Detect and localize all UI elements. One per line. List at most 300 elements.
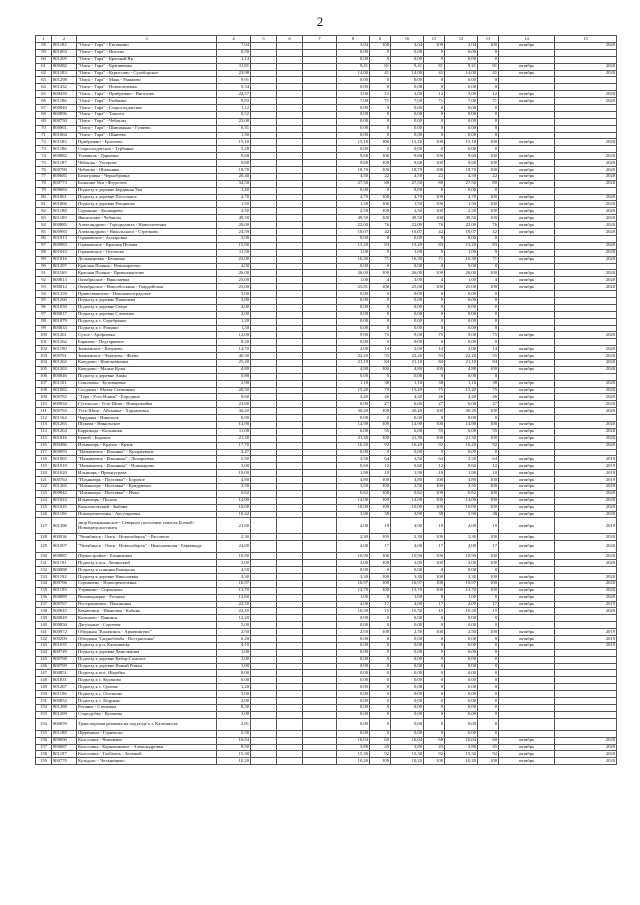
- table-cell: 15,20: [337, 387, 370, 394]
- table-cell: [251, 594, 277, 601]
- table-cell: [303, 194, 337, 201]
- table-cell: Октябрьское - Николаевка: [77, 277, 217, 284]
- table-cell: 12,60: [217, 594, 251, 601]
- table-cell: 2020: [555, 153, 617, 160]
- table-cell: 12: [424, 91, 445, 98]
- table-cell: 800685: [52, 173, 77, 180]
- table-cell: 14,90: [217, 421, 251, 428]
- table-cell: 0,62: [445, 490, 478, 497]
- column-header: 1: [36, 36, 52, 43]
- table-cell: 100: [424, 587, 445, 594]
- table-cell: 4,00: [217, 304, 251, 311]
- table-cell: 2020: [555, 594, 617, 601]
- table-cell: 141: [36, 629, 52, 636]
- table-cell: [251, 118, 277, 125]
- table-cell: 20,50: [217, 387, 251, 394]
- table-cell: 800934: [52, 401, 77, 408]
- table-cell: 0: [370, 730, 391, 737]
- table-cell: [277, 758, 303, 765]
- table-cell: 800882: [52, 153, 77, 160]
- table-cell: 801186: [52, 146, 77, 153]
- table-cell: 0: [370, 291, 391, 298]
- table-cell: 76: [370, 222, 391, 229]
- table-cell: [303, 580, 337, 587]
- table-cell: 100: [478, 270, 499, 277]
- table-cell: 49,50: [217, 215, 251, 222]
- table-cell: 64: [424, 456, 445, 463]
- table-cell: [251, 718, 277, 730]
- table-cell: 800750: [52, 118, 77, 125]
- table-row: [36, 718, 617, 730]
- table-cell: 45: [370, 744, 391, 751]
- table-cell: [277, 98, 303, 105]
- table-cell: 800684: [52, 187, 77, 194]
- table-cell: [303, 146, 337, 153]
- table-cell: [277, 373, 303, 380]
- table-cell: 74: [36, 153, 52, 160]
- table-cell: 14,90: [337, 421, 370, 428]
- table-cell: 801025: [52, 504, 77, 511]
- table-cell: 0,00: [337, 615, 370, 622]
- table-cell: [499, 146, 555, 153]
- table-cell: 6,00: [337, 428, 370, 435]
- table-cell: Гусельска - Усть-Шиш - Новоромайка: [77, 401, 217, 408]
- table-cell: [499, 670, 555, 677]
- table-cell: 100: [370, 208, 391, 215]
- table-cell: 92: [424, 751, 445, 758]
- table-cell: 2020: [555, 428, 617, 435]
- table-cell: 0: [424, 77, 445, 84]
- table-cell: 15,30: [391, 751, 424, 758]
- table-cell: 8: [424, 594, 445, 601]
- table-cell: [251, 346, 277, 353]
- table-cell: 159: [36, 758, 52, 765]
- table-cell: 8: [478, 594, 499, 601]
- table-cell: 100: [424, 477, 445, 484]
- table-cell: 0,00: [337, 711, 370, 718]
- table-cell: 100: [370, 201, 391, 208]
- table-cell: Знаменское - Качуково: [77, 346, 217, 353]
- table-cell: 801065: [52, 456, 77, 463]
- table-cell: [251, 304, 277, 311]
- table-cell: 25,00: [445, 284, 478, 291]
- table-cell: [303, 608, 337, 615]
- table-cell: 0: [370, 111, 391, 118]
- table-cell: 6,00: [445, 428, 478, 435]
- table-cell: октябрь: [499, 242, 555, 249]
- table-cell: 2,00: [217, 311, 251, 318]
- table-cell: 85: [36, 229, 52, 236]
- table-cell: 801192: [52, 574, 77, 581]
- table-cell: [251, 601, 277, 608]
- table-cell: 15,90: [217, 242, 251, 249]
- table-cell: 0: [478, 325, 499, 332]
- table-cell: [251, 380, 277, 387]
- table-cell: "Омск - Тара" - Маяк - Рыжково: [77, 77, 217, 84]
- table-cell: 10,90: [391, 553, 424, 560]
- table-cell: 7,00: [337, 98, 370, 105]
- table-cell: 0,00: [391, 642, 424, 649]
- table-cell: [277, 139, 303, 146]
- table-cell: 9,68: [391, 153, 424, 160]
- table-cell: 11,00: [217, 428, 251, 435]
- table-row: [36, 663, 617, 670]
- table-cell: 0: [370, 622, 391, 629]
- table-cell: 13,70: [337, 587, 370, 594]
- table-cell: 23,98: [217, 70, 251, 77]
- table-cell: Черданка - Никольск: [77, 415, 217, 422]
- table-row: [36, 353, 617, 360]
- table-cell: [277, 490, 303, 497]
- table-cell: 102: [36, 346, 52, 353]
- table-cell: 55: [424, 428, 445, 435]
- table-cell: [555, 622, 617, 629]
- table-cell: октябрь: [499, 490, 555, 497]
- table-cell: [277, 615, 303, 622]
- table-cell: октябрь: [499, 751, 555, 758]
- table-cell: 0,00: [391, 235, 424, 242]
- table-row: [36, 249, 617, 256]
- table-cell: 16,97: [445, 580, 478, 587]
- table-cell: октябрь: [499, 470, 555, 477]
- table-cell: [251, 490, 277, 497]
- table-cell: 100: [424, 366, 445, 373]
- table-cell: [499, 567, 555, 574]
- table-cell: 38: [424, 380, 445, 387]
- table-cell: 100: [370, 629, 391, 636]
- table-cell: 22,00: [391, 222, 424, 229]
- table-cell: 71: [370, 98, 391, 105]
- table-cell: 2020: [555, 442, 617, 449]
- table-cell: 0,00: [391, 691, 424, 698]
- table-row: [36, 463, 617, 470]
- table-cell: 2019: [555, 636, 617, 643]
- table-cell: [277, 146, 303, 153]
- table-cell: [277, 629, 303, 636]
- table-cell: [555, 656, 617, 663]
- table-cell: [499, 656, 555, 663]
- table-cell: [555, 698, 617, 705]
- table-cell: 60: [424, 737, 445, 744]
- table-cell: октябрь: [499, 270, 555, 277]
- table-cell: 132: [36, 567, 52, 574]
- table-cell: 5,00: [217, 463, 251, 470]
- table-cell: [251, 56, 277, 63]
- table-cell: 4,80: [445, 477, 478, 484]
- table-cell: 100: [424, 153, 445, 160]
- table-cell: [277, 70, 303, 77]
- table-cell: [555, 105, 617, 112]
- table-cell: 5,28: [217, 146, 251, 153]
- table-cell: [277, 484, 303, 491]
- table-cell: 100: [370, 758, 391, 765]
- table-cell: [251, 208, 277, 215]
- table-cell: [251, 737, 277, 744]
- table-cell: 3,30: [217, 574, 251, 581]
- table-cell: 0: [424, 415, 445, 422]
- table-cell: [277, 601, 303, 608]
- table-cell: 130: [36, 553, 52, 560]
- table-cell: [555, 718, 617, 730]
- table-cell: 2020: [555, 43, 617, 50]
- table-cell: 100: [370, 366, 391, 373]
- table-cell: 0,00: [337, 132, 370, 139]
- table-cell: 2,50: [337, 208, 370, 215]
- table-cell: 801043: [52, 249, 77, 256]
- table-cell: 4,00: [391, 601, 424, 608]
- table-cell: 0,00: [337, 125, 370, 132]
- table-cell: 100: [478, 497, 499, 504]
- table-cell: 3,04: [391, 43, 424, 50]
- table-cell: Колосовка - Кармачаковое - Александровка: [77, 744, 217, 751]
- table-cell: 5,00: [217, 291, 251, 298]
- table-cell: 2020: [555, 490, 617, 497]
- table-cell: 20,00: [217, 222, 251, 229]
- table-cell: 22: [424, 173, 445, 180]
- table-cell: 0,00: [391, 415, 424, 422]
- table-cell: Солдатка - Малая Степнинка: [77, 387, 217, 394]
- table-cell: Подъезд к деревне Сатра: [77, 304, 217, 311]
- table-cell: 0,00: [337, 235, 370, 242]
- table-cell: 100: [370, 504, 391, 511]
- table-cell: 2020: [555, 580, 617, 587]
- table-cell: 0,00: [337, 311, 370, 318]
- table-cell: 122: [36, 484, 52, 491]
- table-row: [36, 415, 617, 422]
- table-cell: октябрь: [499, 222, 555, 229]
- table-cell: 23,80: [217, 401, 251, 408]
- table-cell: 55: [478, 353, 499, 360]
- table-cell: 0,00: [391, 105, 424, 112]
- table-cell: 0,00: [445, 718, 478, 730]
- table-cell: 0: [424, 615, 445, 622]
- table-cell: 15,10: [445, 139, 478, 146]
- table-cell: 0,00: [391, 677, 424, 684]
- table-cell: [277, 518, 303, 534]
- table-cell: [251, 249, 277, 256]
- table-cell: 0,00: [337, 718, 370, 730]
- table-cell: [555, 730, 617, 737]
- table-cell: 0,00: [337, 146, 370, 153]
- table-cell: 10,90: [445, 553, 478, 560]
- table-cell: 16,30: [337, 256, 370, 263]
- table-cell: [277, 684, 303, 691]
- table-row: [36, 346, 617, 353]
- table-cell: 0: [478, 146, 499, 153]
- table-cell: октябрь: [499, 180, 555, 187]
- table-cell: 72: [36, 139, 52, 146]
- table-cell: [251, 153, 277, 160]
- table-cell: 800017: [52, 311, 77, 318]
- table-cell: [555, 263, 617, 270]
- table-cell: 3,00: [391, 91, 424, 98]
- table-cell: [499, 649, 555, 656]
- table-cell: [499, 125, 555, 132]
- table-cell: [277, 56, 303, 63]
- table-cell: 100: [478, 160, 499, 167]
- column-header: 15: [555, 36, 617, 43]
- table-cell: [303, 353, 337, 360]
- table-cell: 801007: [52, 541, 77, 553]
- table-cell: 75: [424, 387, 445, 394]
- table-cell: [251, 456, 277, 463]
- table-cell: 0,00: [445, 567, 478, 574]
- table-cell: [277, 511, 303, 518]
- table-cell: [277, 456, 303, 463]
- table-cell: [499, 49, 555, 56]
- table-cell: 0,00: [391, 698, 424, 705]
- table-cell: 27,50: [391, 180, 424, 187]
- table-cell: 42: [370, 229, 391, 236]
- table-cell: 2020: [555, 511, 617, 518]
- table-cell: 100: [478, 477, 499, 484]
- table-cell: 136: [36, 594, 52, 601]
- table-cell: 61: [36, 63, 52, 70]
- column-header: 6: [277, 36, 303, 43]
- table-cell: 10: [370, 470, 391, 477]
- table-cell: 128: [36, 534, 52, 541]
- table-cell: 0: [424, 622, 445, 629]
- table-cell: 0,00: [391, 670, 424, 677]
- table-cell: [277, 636, 303, 643]
- table-cell: октябрь: [499, 511, 555, 518]
- table-cell: 0,00: [337, 704, 370, 711]
- table-cell: [251, 91, 277, 98]
- table-cell: "Омск - Тара" - Новоплеченка: [77, 84, 217, 91]
- table-cell: 92: [478, 442, 499, 449]
- table-cell: 0: [478, 263, 499, 270]
- table-cell: 11,81: [217, 63, 251, 70]
- table-cell: 18,70: [445, 167, 478, 174]
- table-cell: [251, 615, 277, 622]
- table-cell: 0,00: [445, 649, 478, 656]
- table-cell: 30,20: [217, 408, 251, 415]
- table-cell: [303, 684, 337, 691]
- table-cell: [277, 359, 303, 366]
- table-cell: 2020: [555, 91, 617, 98]
- table-cell: "Омск - Тара" - Старосолдатское: [77, 105, 217, 112]
- table-cell: 78: [36, 180, 52, 187]
- table-cell: 1,00: [445, 249, 478, 256]
- table-cell: 1,00: [337, 249, 370, 256]
- table-cell: 0,00: [445, 339, 478, 346]
- table-cell: [555, 691, 617, 698]
- table-cell: 84: [424, 359, 445, 366]
- table-cell: 0: [370, 263, 391, 270]
- table-cell: 107: [36, 380, 52, 387]
- table-cell: [251, 167, 277, 174]
- table-cell: Подъезд к деревне Данучкипна: [77, 649, 217, 656]
- table-cell: октябрь: [499, 428, 555, 435]
- table-cell: [499, 84, 555, 91]
- table-cell: 5,00: [217, 622, 251, 629]
- table-cell: октябрь: [499, 401, 555, 408]
- table-cell: [303, 291, 337, 298]
- table-cell: 801183: [52, 70, 77, 77]
- table-cell: 9: [424, 249, 445, 256]
- table-cell: 15,30: [337, 751, 370, 758]
- table-cell: "Ильинаэрь - Полтавка" - Кундрючка: [77, 484, 217, 491]
- table-cell: [277, 256, 303, 263]
- table-row: [36, 277, 617, 284]
- table-cell: 0: [424, 718, 445, 730]
- table-cell: 58: [36, 43, 52, 50]
- table-cell: Утрикино - Сорокиено: [77, 587, 217, 594]
- table-cell: 0: [478, 615, 499, 622]
- table-row: [36, 470, 617, 477]
- table-cell: 155: [36, 730, 52, 737]
- table-cell: октябрь: [499, 463, 555, 470]
- table-row: [36, 311, 617, 318]
- table-cell: 4,40: [337, 394, 370, 401]
- table-cell: 82: [36, 208, 52, 215]
- table-cell: [277, 84, 303, 91]
- table-row: [36, 677, 617, 684]
- table-cell: [277, 567, 303, 574]
- table-cell: 2020: [555, 534, 617, 541]
- table-row: [36, 146, 617, 153]
- table-cell: [277, 642, 303, 649]
- table-cell: [277, 663, 303, 670]
- table-cell: [251, 677, 277, 684]
- table-cell: Подъезд к деревне Ашан: [77, 373, 217, 380]
- table-cell: октябрь: [499, 346, 555, 353]
- table-cell: 10,42: [217, 511, 251, 518]
- table-cell: [277, 656, 303, 663]
- table-cell: 9,68: [217, 160, 251, 167]
- table-cell: октябрь: [499, 484, 555, 491]
- table-cell: 1,10: [337, 380, 370, 387]
- table-cell: [303, 711, 337, 718]
- table-cell: 73: [36, 146, 52, 153]
- column-header: 13: [478, 36, 499, 43]
- table-cell: 19: [370, 518, 391, 534]
- table-cell: октябрь: [499, 167, 555, 174]
- table-cell: 22: [370, 173, 391, 180]
- table-cell: [277, 470, 303, 477]
- table-row: [36, 428, 617, 435]
- table-cell: 800749: [52, 649, 77, 656]
- table-cell: "Омск - Тара" - Прибрежно - Ингалово: [77, 91, 217, 98]
- table-cell: 10,00: [391, 504, 424, 511]
- table-cell: 113: [36, 421, 52, 428]
- table-cell: [277, 751, 303, 758]
- roads-table: [35, 35, 617, 765]
- table-cell: [251, 711, 277, 718]
- table-cell: 60: [478, 737, 499, 744]
- table-cell: Белогривка - Чернобровка: [77, 173, 217, 180]
- table-cell: [251, 518, 277, 534]
- table-cell: [251, 194, 277, 201]
- table-cell: 18,70: [217, 167, 251, 174]
- table-cell: 19: [478, 518, 499, 534]
- table-cell: 9: [370, 249, 391, 256]
- table-cell: 71: [478, 256, 499, 263]
- table-cell: 0,00: [391, 132, 424, 139]
- table-cell: 16,04: [337, 737, 370, 744]
- table-cell: 14,00: [391, 70, 424, 77]
- table-cell: Подъезд к деревне Посольное: [77, 194, 217, 201]
- table-cell: [303, 737, 337, 744]
- table-cell: 105: [36, 366, 52, 373]
- table-cell: 38: [424, 511, 445, 518]
- table-cell: 101: [36, 339, 52, 346]
- table-cell: 4,40: [391, 394, 424, 401]
- table-cell: 81: [424, 63, 445, 70]
- table-cell: [303, 359, 337, 366]
- table-cell: [251, 43, 277, 50]
- table-cell: [251, 201, 277, 208]
